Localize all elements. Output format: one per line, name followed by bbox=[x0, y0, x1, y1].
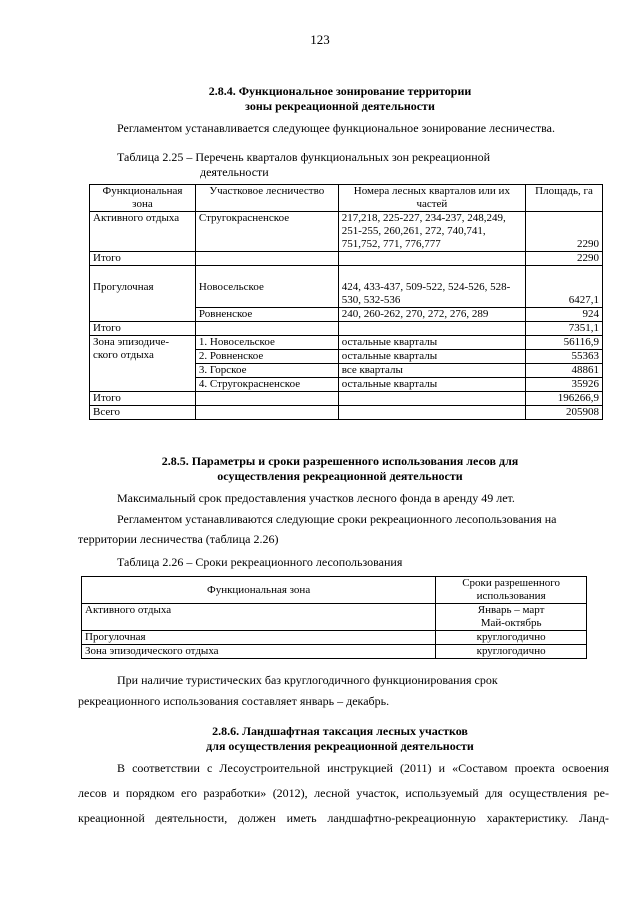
quarters-cell: все кварталы bbox=[338, 364, 525, 378]
zone-cell: Зона эпизодиче- ского отдыха bbox=[90, 336, 196, 392]
area-cell: 924 bbox=[526, 308, 603, 322]
landscape-paragraph-line3: креационной деятельности, должен иметь ландшафтно-рекреационную характеристику. Ланд- bbox=[78, 811, 609, 825]
section-title-line2: осуществления рекреационной деятельности bbox=[217, 469, 463, 483]
quarters-cell: остальные кварталы bbox=[338, 350, 525, 364]
empty-cell bbox=[195, 406, 338, 420]
grand-total-label-cell: Всего bbox=[90, 406, 196, 420]
section-title-line1: 2.8.5. Параметры и сроки разрешенного использования лесов для bbox=[161, 454, 519, 468]
zone-cell: Прогулочная bbox=[90, 266, 196, 308]
area-cell: 55363 bbox=[526, 350, 603, 364]
table-2-25-caption bbox=[117, 150, 490, 180]
header-quarters: Номера лесных кварталов или их частей bbox=[338, 185, 525, 212]
header-area: Площадь, га bbox=[526, 185, 603, 212]
quarters-cell: 240, 260-262, 270, 272, 276, 289 bbox=[338, 308, 525, 322]
quarters-cell: 217,218, 225-227, 234-237, 248,249, 251-255, 260,261, 272, 740,741, 751,752, 771, 776,777 bbox=[338, 212, 525, 252]
term-line1: Январь – март bbox=[477, 604, 545, 616]
empty-cell bbox=[195, 322, 338, 336]
forestry-cell: 1. Новосельское bbox=[195, 336, 338, 350]
lease-term-paragraph: Максимальный срок предоставления участков лесного фонда в аренду 49 лет. bbox=[117, 491, 515, 505]
header-functional-zone: Функциональная зона bbox=[82, 577, 436, 604]
quarters-cell: 424, 433-437, 509-522, 524-526, 528-530, 532-536 bbox=[338, 266, 525, 308]
landscape-paragraph-line2: лесов и порядком его разработки» (2012), лесной участок, используемый для осуществления ре- bbox=[78, 786, 609, 800]
forestry-cell: 3. Горское bbox=[195, 364, 338, 378]
table-row bbox=[90, 392, 603, 406]
intro-paragraph: Регламентом устанавливается следующее функциональное зонирование лесничества. bbox=[117, 121, 555, 135]
zone-cell: Активного отдыха bbox=[82, 604, 436, 631]
table-row bbox=[90, 308, 603, 322]
table-row bbox=[90, 336, 603, 350]
total-label-cell: Итого bbox=[90, 392, 196, 406]
forestry-cell: 4. Стругокрасненское bbox=[195, 378, 338, 392]
term-cell bbox=[436, 604, 587, 631]
table-row bbox=[90, 322, 603, 336]
terms-paragraph-line1: Регламентом устанавливаются следующие сроки рекреационного лесопользования на bbox=[117, 512, 557, 526]
term-line2: Май-октябрь bbox=[480, 617, 542, 629]
total-value-cell: 196266,9 bbox=[526, 392, 603, 406]
area-cell: 35926 bbox=[526, 378, 603, 392]
section-title-line2: для осуществления рекреационной деятельности bbox=[206, 739, 474, 753]
term-cell: круглогодично bbox=[436, 645, 587, 659]
area-cell: 2290 bbox=[526, 212, 603, 252]
area-cell: 48861 bbox=[526, 364, 603, 378]
empty-cell bbox=[338, 322, 525, 336]
forestry-cell: 2. Ровненское bbox=[195, 350, 338, 364]
table-row bbox=[90, 252, 603, 266]
table-2-26 bbox=[81, 576, 587, 659]
table-row bbox=[82, 645, 587, 659]
grand-total-value-cell: 205908 bbox=[526, 406, 603, 420]
empty-cell bbox=[338, 406, 525, 420]
table-2-25 bbox=[89, 184, 603, 420]
section-title-line1: 2.8.4. Функциональное зонирование территории bbox=[208, 84, 472, 98]
section-title-line2: зоны рекреационной деятельности bbox=[245, 99, 435, 113]
total-label-cell: Итого bbox=[90, 322, 196, 336]
forestry-cell: Новосельское bbox=[195, 266, 338, 308]
header-permitted-term: Сроки разрешенного использования bbox=[436, 577, 587, 604]
zone-cell: Прогулочная bbox=[82, 631, 436, 645]
landscape-paragraph-line1: В соответствии с Лесоустроительной инструкцией (2011) и «Составом проекта освоения bbox=[117, 761, 609, 775]
table-header-row bbox=[90, 185, 603, 212]
section-title-line1: 2.8.6. Ландшафтная таксация лесных участков bbox=[212, 724, 468, 738]
zone-cell: Зона эпизодического отдыха bbox=[82, 645, 436, 659]
total-label-cell: Итого bbox=[90, 252, 196, 266]
table-2-26-caption: Таблица 2.26 – Сроки рекреационного лесопользования bbox=[117, 555, 403, 569]
empty-cell bbox=[195, 392, 338, 406]
empty-cell bbox=[338, 392, 525, 406]
terms-paragraph-line2: территории лесничества (таблица 2.26) bbox=[78, 532, 279, 546]
table-row bbox=[90, 406, 603, 420]
empty-cell bbox=[338, 252, 525, 266]
tourist-bases-paragraph-line1: При наличие туристических баз круглогодичного функционирования срок bbox=[117, 673, 498, 687]
table-row bbox=[82, 631, 587, 645]
header-zone: Функциональная зона bbox=[90, 185, 196, 212]
section-2-8-4-title bbox=[110, 84, 570, 114]
table-header-row bbox=[82, 577, 587, 604]
caption-line2: деятельности bbox=[200, 165, 269, 179]
forestry-cell: Ровненское bbox=[195, 308, 338, 322]
header-forestry: Участковое лесничество bbox=[195, 185, 338, 212]
page-number: 123 bbox=[310, 32, 330, 47]
caption-line1: Таблица 2.25 – Перечень кварталов функциональных зон рекреационной bbox=[117, 150, 491, 164]
term-cell: круглогодично bbox=[436, 631, 587, 645]
table-row bbox=[90, 212, 603, 252]
table-row bbox=[82, 604, 587, 631]
quarters-cell: остальные кварталы bbox=[338, 336, 525, 350]
zone-cell: Активного отдыха bbox=[90, 212, 196, 252]
total-value-cell: 2290 bbox=[526, 252, 603, 266]
tourist-bases-paragraph-line2: рекреационного использования составляет январь – декабрь. bbox=[78, 694, 390, 708]
section-2-8-5-title bbox=[110, 454, 570, 484]
area-cell: 6427,1 bbox=[526, 266, 603, 308]
total-value-cell: 7351,1 bbox=[526, 322, 603, 336]
forestry-cell: Стругокрасненское bbox=[195, 212, 338, 252]
table-row bbox=[90, 266, 603, 308]
section-2-8-6-title bbox=[110, 724, 570, 754]
empty-cell bbox=[195, 252, 338, 266]
zone-cell-continued bbox=[90, 308, 196, 322]
area-cell: 56116,9 bbox=[526, 336, 603, 350]
quarters-cell: остальные кварталы bbox=[338, 378, 525, 392]
